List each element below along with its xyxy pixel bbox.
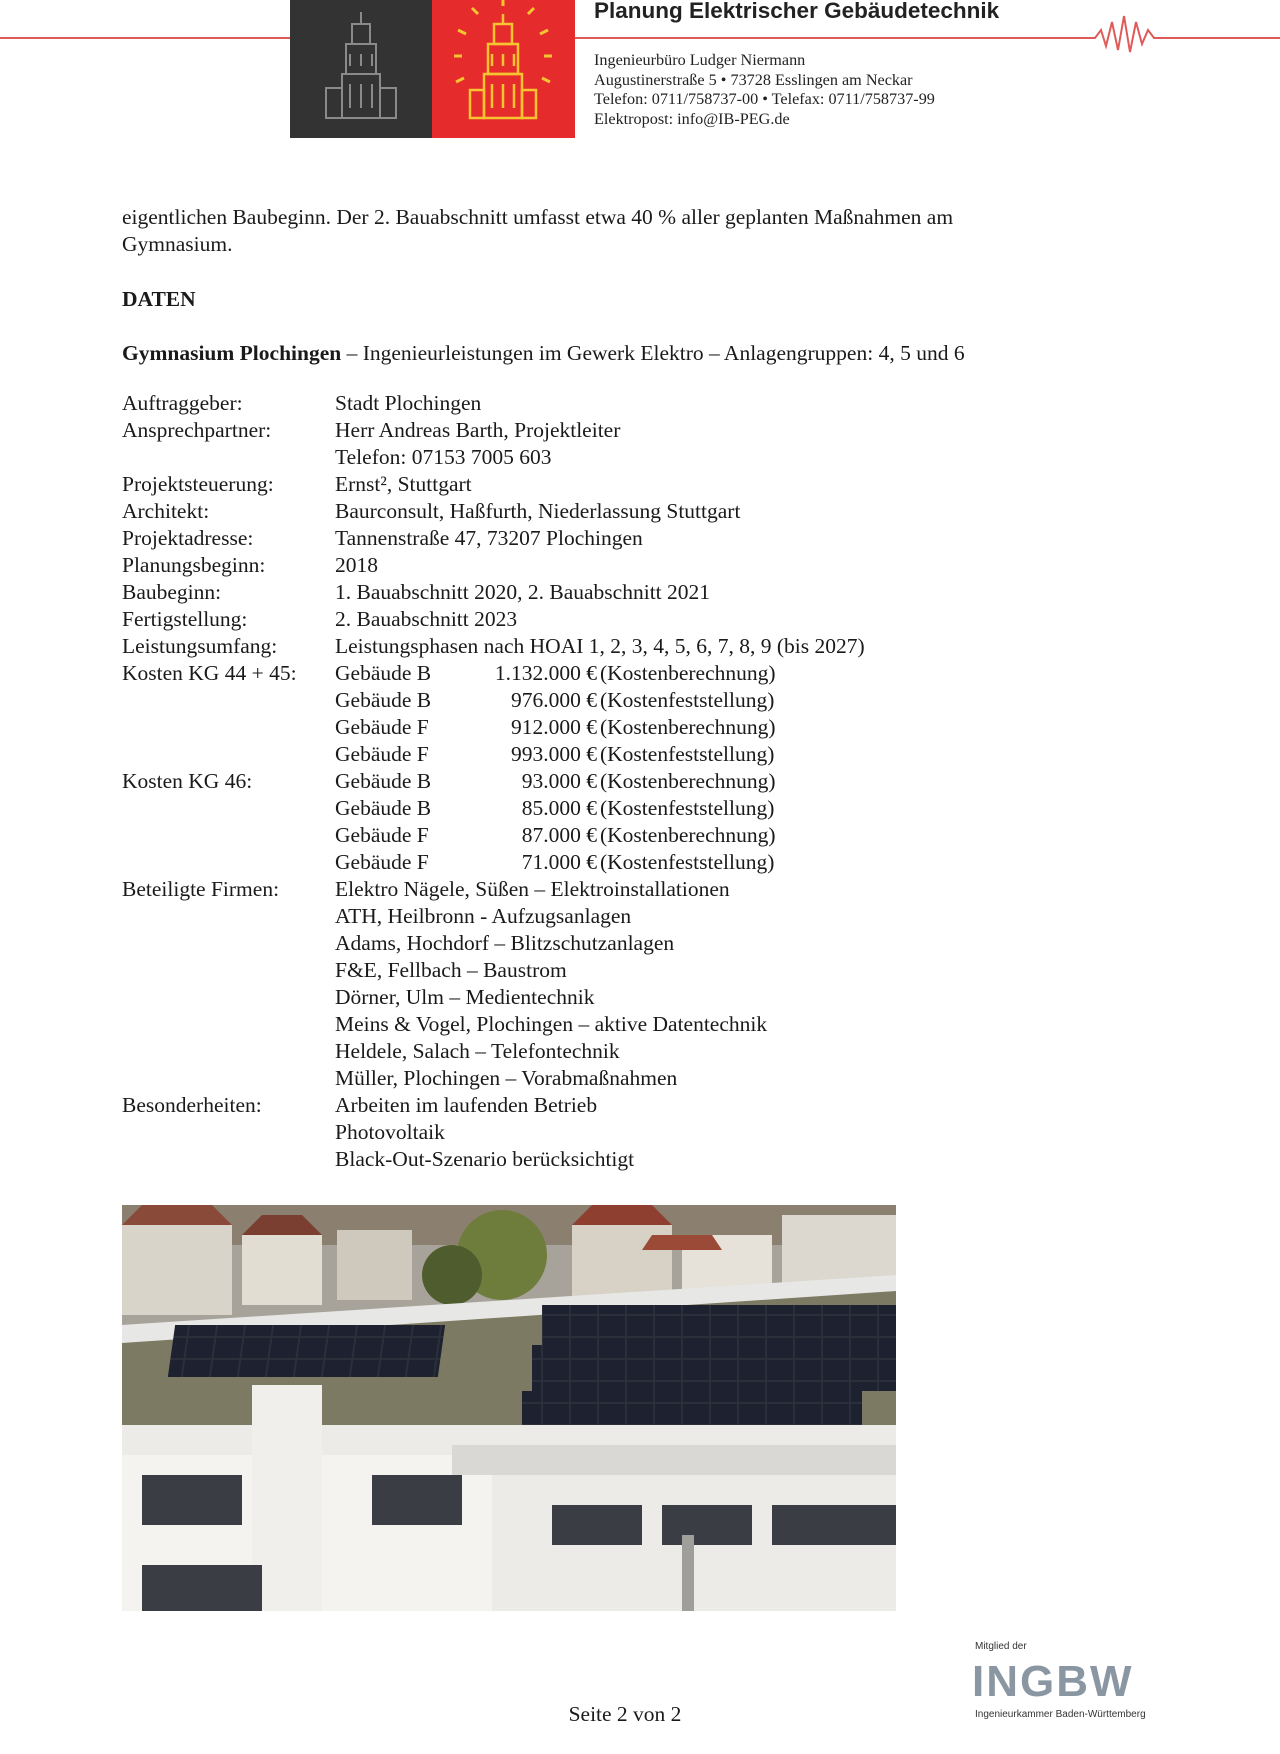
label-besonderheiten: Besonderheiten: — [122, 1093, 262, 1117]
cost-note: (Kostenfeststellung) — [600, 796, 775, 820]
besonderheit-item: Black-Out-Szenario berücksichtigt — [335, 1147, 635, 1171]
ingbw-logo: INGBW — [972, 1657, 1134, 1706]
logo-dark-panel — [290, 0, 432, 138]
cost-amount: 93.000 € — [521, 769, 597, 793]
cost-note: (Kostenfeststellung) — [600, 742, 775, 766]
value-planungsbeginn: 2018 — [335, 553, 378, 577]
section-heading: DATEN — [122, 287, 196, 311]
value-projektsteuerung: Ernst², Stuttgart — [335, 472, 472, 496]
firma-item: Dörner, Ulm – Medientechnik — [335, 985, 595, 1009]
cost-note: (Kostenfeststellung) — [600, 850, 775, 874]
rooftop-photo-illustration — [122, 1205, 896, 1611]
lit-tower-icon — [432, 0, 575, 138]
firma-item: Müller, Plochingen – Vorabmaßnahmen — [335, 1066, 678, 1090]
label-auftraggeber: Auftraggeber: — [122, 391, 243, 415]
cost-building: Gebäude B — [335, 769, 432, 793]
cost-amount: 993.000 € — [511, 742, 597, 766]
value-fertigstellung: 2. Bauabschnitt 2023 — [335, 607, 518, 631]
label-ansprechpartner: Ansprechpartner: — [122, 418, 272, 442]
cost-amount: 976.000 € — [511, 688, 597, 712]
cost-note: (Kostenberechnung) — [600, 823, 776, 847]
cost-amount: 71.000 € — [521, 850, 597, 874]
value-leistungsumfang: Leistungsphasen nach HOAI 1, 2, 3, 4, 5, 6, 7, 8, 9 (bis 2027) — [335, 634, 865, 658]
address-line-street: Augustinerstraße 5 • 73728 Esslingen am Neckar — [594, 71, 913, 89]
value-architekt: Baurconsult, Haßfurth, Niederlassung Stuttgart — [335, 499, 741, 523]
project-name: Gymnasium Plochingen — [122, 341, 342, 365]
header-rule-left — [0, 37, 290, 39]
intro-line-1: eigentlichen Baubeginn. Der 2. Bauabschnitt umfasst etwa 40 % aller geplanten Maßnahmen am — [122, 205, 954, 229]
signal-wave-icon — [1085, 8, 1280, 58]
cost-building: Gebäude B — [335, 688, 432, 712]
cost-amount: 1.132.000 € — [494, 661, 597, 685]
cost-note: (Kostenberechnung) — [600, 769, 776, 793]
label-planungsbeginn: Planungsbeginn: — [122, 553, 266, 577]
header-rule-right — [575, 37, 1095, 39]
page-number: Seite 2 von 2 — [568, 1702, 682, 1726]
member-subtitle: Ingenieurkammer Baden-Württemberg — [975, 1709, 1146, 1720]
value-ansprechpartner-phone: Telefon: 07153 7005 603 — [335, 445, 552, 469]
firma-item: F&E, Fellbach – Baustrom — [335, 958, 567, 982]
besonderheit-item: Arbeiten im laufenden Betrieb — [335, 1093, 598, 1117]
rooftop-photovoltaic-photo — [122, 1205, 896, 1611]
label-leistungsumfang: Leistungsumfang: — [122, 634, 278, 658]
firma-item: Meins & Vogel, Plochingen – aktive Datentechnik — [335, 1012, 768, 1036]
label-fertigstellung: Fertigstellung: — [122, 607, 248, 631]
besonderheit-item: Photovoltaik — [335, 1120, 445, 1144]
label-kosten-46: Kosten KG 46: — [122, 769, 253, 793]
cost-building: Gebäude F — [335, 850, 429, 874]
label-baubeginn: Baubeginn: — [122, 580, 222, 604]
label-projektsteuerung: Projektsteuerung: — [122, 472, 274, 496]
firma-item: Adams, Hochdorf – Blitzschutzanlagen — [335, 931, 675, 955]
cost-note: (Kostenberechnung) — [600, 661, 776, 685]
cost-building: Gebäude B — [335, 796, 432, 820]
address-line-phone: Telefon: 0711/758737-00 • Telefax: 0711/758737-99 — [594, 90, 935, 108]
firma-item: Elektro Nägele, Süßen – Elektroinstallationen — [335, 877, 730, 901]
value-auftraggeber: Stadt Plochingen — [335, 391, 482, 415]
address-line-office: Ingenieurbüro Ludger Niermann — [594, 51, 806, 69]
cost-note: (Kostenberechnung) — [600, 715, 776, 739]
label-kosten-44-45: Kosten KG 44 + 45: — [122, 661, 297, 685]
value-baubeginn: 1. Bauabschnitt 2020, 2. Bauabschnitt 2021 — [335, 580, 711, 604]
project-subtitle: – Ingenieurleistungen im Gewerk Elektro – Anlagengruppen: 4, 5 und 6 — [341, 341, 965, 365]
label-architekt: Architekt: — [122, 499, 210, 523]
label-firmen: Beteiligte Firmen: — [122, 877, 280, 901]
cost-amount: 85.000 € — [521, 796, 597, 820]
intro-line-2: Gymnasium. — [122, 232, 233, 256]
tower-icon — [290, 0, 432, 138]
project-title — [122, 341, 965, 366]
address-line-email[interactable]: Elektropost: info@IB-PEG.de — [594, 110, 790, 128]
cost-amount: 912.000 € — [511, 715, 597, 739]
cost-building: Gebäude F — [335, 823, 429, 847]
firma-item: ATH, Heilbronn - Aufzugsanlagen — [335, 904, 632, 928]
cost-building: Gebäude F — [335, 742, 429, 766]
value-ansprechpartner: Herr Andreas Barth, Projektleiter — [335, 418, 621, 442]
member-label: Mitglied der — [975, 1641, 1027, 1652]
cost-note: (Kostenfeststellung) — [600, 688, 775, 712]
logo-red-panel — [432, 0, 575, 138]
firma-item: Heldele, Salach – Telefontechnik — [335, 1039, 620, 1063]
company-title: Planung Elektrischer Gebäudetechnik — [594, 0, 1000, 23]
cost-building: Gebäude F — [335, 715, 429, 739]
cost-amount: 87.000 € — [521, 823, 597, 847]
company-logo — [290, 0, 575, 138]
label-projektadresse: Projektadresse: — [122, 526, 254, 550]
value-projektadresse: Tannenstraße 47, 73207 Plochingen — [335, 526, 643, 550]
cost-building: Gebäude B — [335, 661, 432, 685]
